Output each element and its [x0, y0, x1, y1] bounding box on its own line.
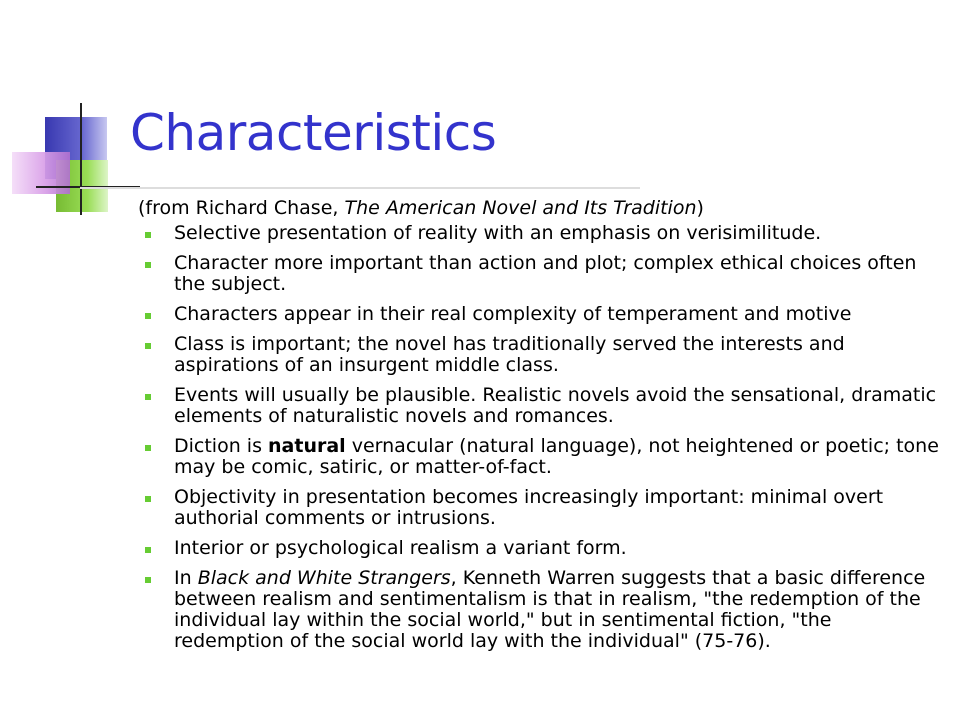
list-item — [145, 538, 945, 559]
slide-title: Characteristics — [130, 104, 497, 162]
list-item-text: Interior or psychological realism a variant form. — [174, 537, 627, 559]
bullet-square-icon — [145, 577, 151, 583]
list-item — [145, 334, 945, 376]
list-item-text-before: Diction is — [174, 435, 269, 457]
list-item-text: Characters appear in their real complexity of temperament and motive — [174, 303, 852, 325]
book-title: The American Novel and Its Tradition — [344, 197, 697, 219]
list-item-bold-word: natural — [268, 435, 346, 457]
list-item-text-after: , Kenneth Warren suggests that a basic difference between realism and sentimentalism is that in realism, "the redemption of the individual lay within the social world," but in sentimental fiction, "the redemption of the social world lay with the individual" (75-76). — [174, 567, 926, 652]
list-item-italic-title: Black and White Strangers — [197, 567, 451, 589]
list-item-text: Objectivity in presentation becomes increasingly important: minimal overt authorial comments or intrusions. — [174, 486, 884, 529]
bullet-square-icon — [145, 445, 151, 451]
citation-suffix: ) — [696, 197, 704, 219]
citation-prefix: (from Richard Chase, — [138, 197, 345, 219]
title-divider — [80, 187, 640, 189]
vertical-line — [80, 103, 82, 215]
list-item-text-before: In — [174, 567, 198, 589]
bullet-square-icon — [145, 496, 151, 502]
list-item — [145, 223, 945, 244]
list-item — [145, 253, 945, 295]
list-item-text: Character more important than action and plot; complex ethical choices often the subject. — [174, 252, 917, 295]
list-item — [145, 436, 945, 478]
bullet-square-icon — [145, 262, 151, 268]
list-item — [145, 304, 945, 325]
bullet-square-icon — [145, 547, 151, 553]
list-item — [145, 385, 945, 427]
bullet-list — [145, 223, 945, 661]
list-item-text: Selective presentation of reality with an emphasis on verisimilitude. — [174, 222, 822, 244]
bullet-square-icon — [145, 313, 151, 319]
list-item-text-after: vernacular (natural language), not heightened or poetic; tone may be comic, satiric, or matter-of-fact. — [174, 435, 939, 478]
bullet-square-icon — [145, 394, 151, 400]
list-item — [145, 568, 945, 652]
list-item-text: Events will usually be plausible. Realistic novels avoid the sensational, dramatic elements of naturalistic novels and romances. — [174, 384, 937, 427]
list-item-text: Class is important; the novel has traditionally served the interests and aspirations of an insurgent middle class. — [174, 333, 845, 376]
bullet-square-icon — [145, 232, 151, 238]
source-citation — [138, 195, 704, 221]
list-item — [145, 487, 945, 529]
bullet-square-icon — [145, 343, 151, 349]
